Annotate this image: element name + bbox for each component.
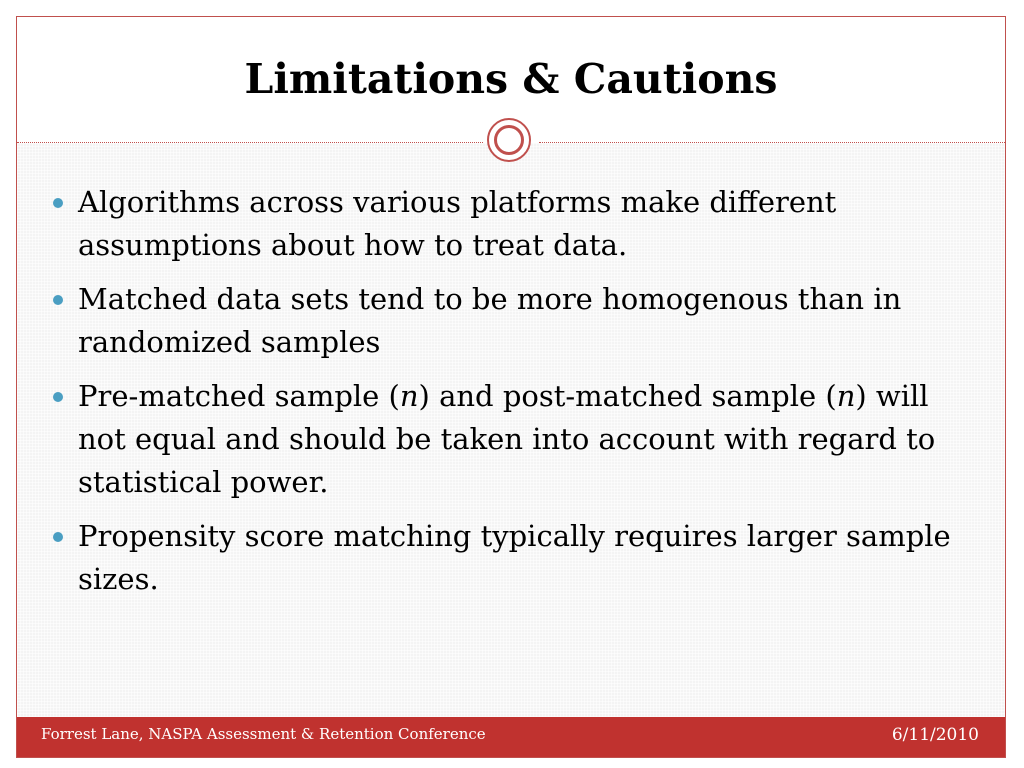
slide-frame — [16, 16, 1006, 758]
bullet-item — [51, 375, 981, 504]
bullet-item — [51, 181, 981, 267]
bullet-text — [78, 379, 935, 499]
bullet-item — [51, 515, 981, 601]
title-divider-left — [17, 142, 483, 143]
bullet-text-mid: ) and post-matched sample ( — [418, 379, 837, 413]
sample-size-n: n — [399, 379, 419, 413]
footer-presenter: Forrest Lane, NASPA Assessment & Retention Conference — [41, 725, 486, 743]
circle-ornament-inner — [494, 125, 524, 155]
bullet-dot-icon — [53, 198, 63, 208]
bullet-text-post: ) will not equal and should be taken into account with regard to statistical power. — [78, 379, 936, 499]
bullet-dot-icon — [53, 532, 63, 542]
bullet-text-pre: Pre-matched sample ( — [78, 379, 400, 413]
sample-size-n: n — [836, 379, 856, 413]
bullet-text: Algorithms across various platforms make different assumptions about how to treat data. — [78, 185, 837, 262]
bullet-dot-icon — [53, 295, 63, 305]
bullet-text: Propensity score matching typically requires larger sample sizes. — [78, 519, 951, 596]
bullet-dot-icon — [53, 392, 63, 402]
circle-ornament-icon — [487, 118, 531, 162]
bullet-item — [51, 278, 981, 364]
slide-title: Limitations & Cautions — [244, 55, 778, 103]
footer-date: 6/11/2010 — [891, 725, 979, 745]
slide-footer — [17, 717, 1005, 757]
bullet-list — [51, 181, 981, 612]
bullet-text: Matched data sets tend to be more homogenous than in randomized samples — [78, 282, 902, 359]
title-divider-right — [539, 142, 1005, 143]
